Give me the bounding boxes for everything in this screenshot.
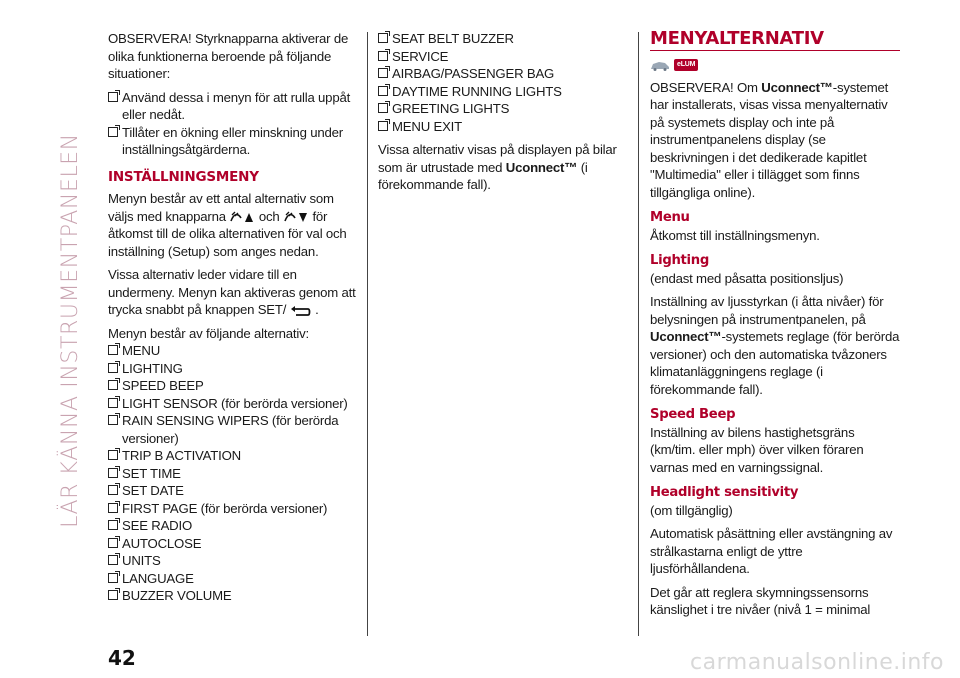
paragraph <box>650 79 900 202</box>
uconnect-brand: Uconnect™ <box>761 79 833 95</box>
checkbox-icon <box>378 86 388 96</box>
list-item-text: SEE RADIO <box>122 518 193 533</box>
checkbox-icon <box>378 51 388 61</box>
paragraph: Automatisk påsättning eller avstängning av strålkastarna enligt de yttre ljusförhållandena. <box>650 526 893 576</box>
list-item-text: SPEED BEEP <box>122 378 204 393</box>
column-3 <box>650 30 900 625</box>
list-item-text: FIRST PAGE (för berörda versioner) <box>122 500 328 516</box>
list-item-text: SERVICE <box>392 48 449 64</box>
list-item <box>108 587 356 605</box>
list-item <box>108 517 356 535</box>
note-paragraph: OBSERVERA! Styrknapparna aktiverar de olika funktionerna beroende på följande situationer: <box>108 31 349 81</box>
checkbox-icon <box>108 92 118 102</box>
checkbox-icon <box>378 121 388 131</box>
list-item <box>108 500 356 518</box>
checkbox-icon <box>108 380 118 390</box>
list-item-text: DAYTIME RUNNING LIGHTS <box>392 83 562 99</box>
checkbox-icon <box>108 415 118 425</box>
list-item-text: SET DATE <box>122 483 184 498</box>
list-item <box>108 482 356 500</box>
list-item <box>378 48 626 66</box>
list-item <box>378 83 626 101</box>
paragraph: Menyn består av följande alternativ: <box>108 325 309 341</box>
checkbox-icon <box>108 590 118 600</box>
list-item <box>378 100 626 118</box>
column-1 <box>108 30 356 611</box>
checkbox-icon <box>108 345 118 355</box>
menu-options-list <box>378 30 626 135</box>
list-item <box>108 552 356 570</box>
checkbox-icon <box>108 520 118 530</box>
elum-marker <box>650 59 900 71</box>
paragraph: Åtkomst till inställningsmenyn. <box>650 227 820 243</box>
list-item-text: UNITS <box>122 553 161 568</box>
list-item <box>378 30 626 48</box>
paragraph <box>378 141 626 194</box>
list-item-text: LANGUAGE <box>122 570 194 586</box>
paragraph <box>108 190 356 260</box>
section-title: MENYALTERNATIV <box>650 30 900 51</box>
list-item <box>108 535 356 553</box>
list-item-text: SET TIME <box>122 465 181 481</box>
column-divider <box>638 32 639 636</box>
subheading-headlight-sensitivity: Headlight sensitivity <box>650 485 799 500</box>
paragraph: (endast med påsatta positionsljus) <box>650 270 844 286</box>
checkbox-icon <box>108 503 118 513</box>
list-item <box>108 412 356 447</box>
list-item-text: MENU EXIT <box>392 118 463 134</box>
subheading-speed-beep: Speed Beep <box>650 407 736 422</box>
paragraph: Inställning av bilens hastighetsgräns (km/tim. eller mph) över vilken föraren varnas med en varningssignal. <box>650 424 864 475</box>
list-item-text: BUZZER VOLUME <box>122 588 232 603</box>
uconnect-brand: Uconnect™ <box>505 159 578 175</box>
paragraph <box>108 266 356 319</box>
list-item-text: RAIN SENSING WIPERS (för berörda versioner) <box>122 413 339 446</box>
checkbox-icon <box>108 485 118 495</box>
paragraph-text: och <box>258 208 280 224</box>
paragraph: Det går att reglera skymningssensorns känslighet i tre nivåer (nivå 1 = minimal <box>650 584 871 617</box>
column-2 <box>378 30 626 200</box>
paragraph-text: . <box>315 302 319 317</box>
menu-options-list <box>108 342 356 605</box>
paragraph-text: Menyn består av ett antal alternativ som väljs med knapparna <box>108 191 334 224</box>
checkbox-icon <box>108 468 118 478</box>
list-item-text: LIGHTING <box>122 360 183 376</box>
checkbox-icon <box>378 33 388 43</box>
list-item-text: GREETING LIGHTS <box>392 101 510 116</box>
list-item-text: AIRBAG/PASSENGER BAG <box>392 66 555 81</box>
paragraph-text: Vissa alternativ visas på displayen på bilar som är utrustade med <box>378 142 617 175</box>
checkbox-icon <box>378 103 388 113</box>
car-icon <box>650 59 670 71</box>
paragraph-text: -systemet har installerats, visas vissa menyalternativ på systemets display och inte på instrumentpanelens display (se beskrivningen i det dedikerade kapitlet "Multimedia" eller i tillägget som finns tillgängliga online). <box>650 79 889 200</box>
section-heading: INSTÄLLNINGSMENY <box>108 168 259 185</box>
column-divider <box>367 32 368 636</box>
paragraph-text: för åtkomst till de olika alternativen för val och inställning (Setup) som anges nedan. <box>108 208 347 259</box>
checkbox-icon <box>108 450 118 460</box>
subheading-lighting: Lighting <box>650 253 710 268</box>
side-chapter-title-text: LÄR KÄNNA INSTRUMENTPANELEN <box>57 132 83 528</box>
paragraph-text: (i förekommande fall). <box>378 159 588 192</box>
list-item-text: TRIP B ACTIVATION <box>122 448 241 463</box>
list-item <box>108 360 356 378</box>
list-item <box>108 570 356 588</box>
list-item <box>108 89 356 124</box>
paragraph-text: Inställning av ljusstyrkan (i åtta nivåer) för belysningen på instrumentpanelen, på <box>650 294 884 327</box>
list-item-text: MENU <box>122 343 161 358</box>
list-item-text: LIGHT SENSOR (för berörda versioner) <box>122 395 348 411</box>
list-item-text: SEAT BELT BUZZER <box>392 31 514 46</box>
list-item-text: Tillåter en ökning eller minskning under inställningsåtgärderna. <box>122 124 343 157</box>
checkbox-icon <box>108 363 118 373</box>
checkbox-icon <box>108 573 118 583</box>
list-item <box>108 124 356 159</box>
paragraph: (om tillgänglig) <box>650 502 733 518</box>
paragraph-text: -systemets reglage (för berörda versioner) och den automatiska tvåzoners klimatanläggningens reglage (i förekommande fall). <box>650 329 900 397</box>
list-item <box>108 377 356 395</box>
paragraph-text: OBSERVERA! Om <box>650 79 758 95</box>
checkbox-icon <box>378 68 388 78</box>
paragraph-text: Vissa alternativ leder vidare till en undermeny. Menyn kan aktiveras genom att trycka snabbt på knappen SET/ <box>108 267 356 317</box>
list-item <box>108 465 356 483</box>
elum-badge: eLUM <box>674 59 698 71</box>
checkbox-icon <box>108 555 118 565</box>
list-item <box>108 395 356 413</box>
subheading-menu: Menu <box>650 210 690 225</box>
checkbox-icon <box>108 538 118 548</box>
checkbox-icon <box>108 127 118 137</box>
list-item <box>378 65 626 83</box>
list-item <box>108 342 356 360</box>
list-item <box>378 118 626 136</box>
checkbox-icon <box>108 398 118 408</box>
note-bullets <box>108 89 356 159</box>
list-item-text: Använd dessa i menyn för att rulla uppåt eller nedåt. <box>122 89 351 122</box>
list-item <box>108 447 356 465</box>
watermark: carmanualsonline.info <box>690 650 944 675</box>
scroll-down-icon <box>283 210 309 224</box>
scroll-up-icon <box>229 210 255 224</box>
paragraph <box>650 293 900 398</box>
side-chapter-title <box>52 30 88 630</box>
set-return-icon <box>290 305 312 317</box>
uconnect-brand: Uconnect™ <box>650 329 722 344</box>
page-number: 42 <box>108 646 136 670</box>
list-item-text: AUTOCLOSE <box>122 535 202 551</box>
